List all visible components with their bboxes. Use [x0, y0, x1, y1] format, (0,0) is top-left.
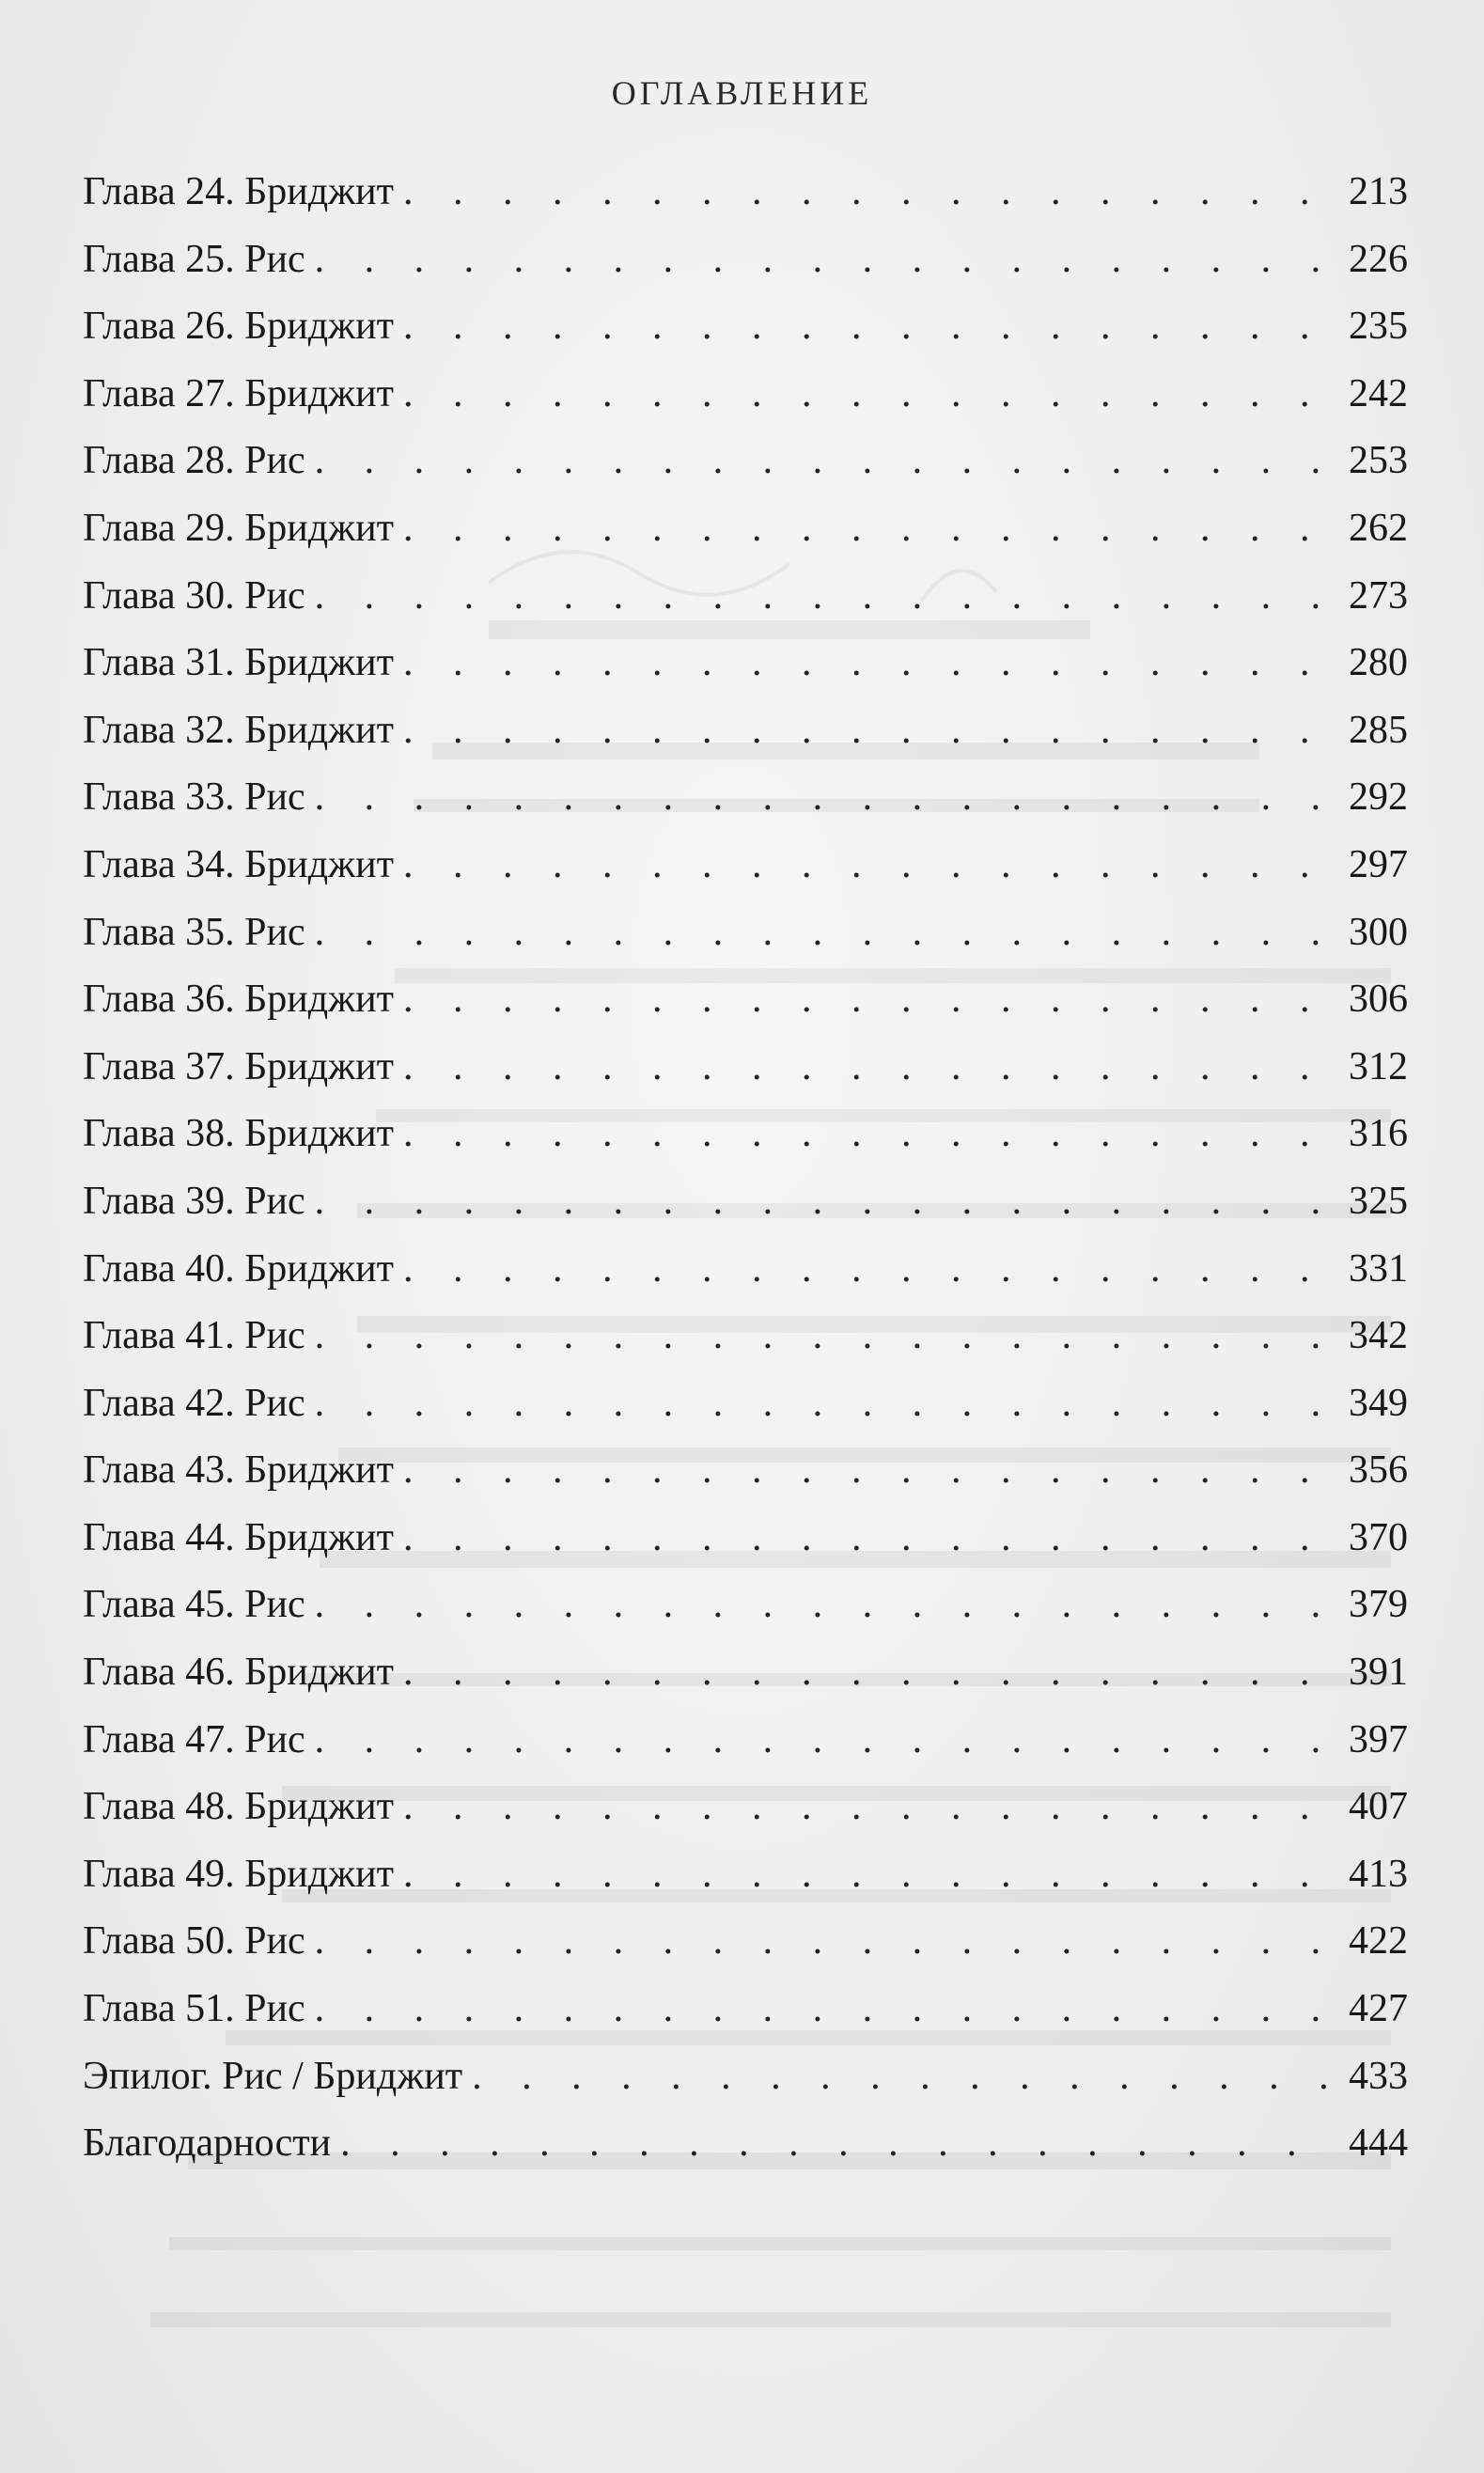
toc-entry-page: 433 [1349, 2054, 1408, 2098]
toc-dot-leader [403, 1515, 1339, 1560]
toc-dot-leader [403, 977, 1339, 1022]
toc-entry [83, 304, 1408, 371]
toc-entry-page: 273 [1349, 573, 1408, 618]
toc-dot-leader [315, 1717, 1339, 1762]
toc-entry-page: 422 [1349, 1919, 1408, 1964]
toc-dot-leader [403, 506, 1339, 551]
toc-entry [83, 1179, 1408, 1246]
toc-entry-page: 356 [1349, 1448, 1408, 1493]
toc-entry [83, 1852, 1408, 1919]
toc-entry-title: Глава 37. Бриджит [83, 1044, 394, 1088]
toc-entry-title: Глава 35. Рис [83, 910, 305, 954]
toc-entry-page: 370 [1349, 1515, 1408, 1559]
toc-entry [83, 1784, 1408, 1852]
toc-entry-page: 316 [1349, 1112, 1408, 1156]
toc-dot-leader [315, 1179, 1339, 1224]
toc-entry-title: Глава 28. Рис [83, 439, 305, 483]
toc-entry-page: 226 [1349, 237, 1408, 281]
toc-entry [83, 1313, 1408, 1381]
toc-entry-title: Глава 24. Бриджит [83, 170, 394, 213]
toc-entry-title: Глава 29. Бриджит [83, 506, 394, 550]
toc-entry-page: 235 [1349, 305, 1408, 349]
toc-entry [83, 1381, 1408, 1448]
toc-entry-page: 407 [1349, 1785, 1408, 1829]
toc-entry-title: Глава 25. Рис [83, 237, 305, 281]
toc-entry [83, 1582, 1408, 1650]
toc-heading: ОГЛАВЛЕНИЕ [611, 74, 873, 112]
table-of-contents [83, 169, 1408, 2188]
toc-entry-title: Глава 34. Бриджит [83, 842, 394, 886]
toc-dot-leader [340, 2121, 1339, 2166]
toc-dot-leader [403, 1246, 1339, 1291]
toc-entry-page: 300 [1349, 910, 1408, 954]
toc-dot-leader [315, 1381, 1339, 1426]
toc-entry [83, 1246, 1408, 1314]
toc-entry-title: Глава 41. Рис [83, 1314, 305, 1358]
toc-entry [83, 1044, 1408, 1112]
toc-entry-title: Глава 48. Бриджит [83, 1785, 394, 1829]
toc-entry [83, 371, 1408, 439]
toc-entry [83, 237, 1408, 305]
toc-dot-leader [403, 708, 1339, 753]
toc-entry-page: 413 [1349, 1852, 1408, 1896]
toc-entry [83, 1717, 1408, 1785]
toc-entry-title: Эпилог. Рис / Бриджит [83, 2054, 463, 2098]
toc-entry-title: Глава 32. Бриджит [83, 708, 394, 752]
toc-entry-page: 444 [1349, 2121, 1408, 2166]
toc-dot-leader [315, 573, 1339, 618]
toc-dot-leader [403, 1448, 1339, 1493]
toc-entry [83, 640, 1408, 708]
toc-dot-leader [315, 237, 1339, 282]
toc-entry-title: Глава 26. Бриджит [83, 305, 394, 349]
toc-entry-page: 391 [1349, 1651, 1408, 1695]
toc-entry-title: Глава 30. Рис [83, 573, 305, 618]
toc-entry [83, 2121, 1408, 2188]
toc-entry-title: Глава 50. Рис [83, 1919, 305, 1964]
toc-entry-title: Глава 38. Бриджит [83, 1112, 394, 1156]
toc-entry-page: 325 [1349, 1179, 1408, 1223]
toc-dot-leader [472, 2054, 1339, 2099]
toc-entry-page: 312 [1349, 1044, 1408, 1088]
toc-entry-page: 306 [1349, 978, 1408, 1022]
toc-entry-page: 285 [1349, 708, 1408, 752]
toc-entry [83, 573, 1408, 641]
toc-dot-leader [403, 1852, 1339, 1897]
toc-entry-page: 242 [1349, 371, 1408, 415]
toc-dot-leader [403, 371, 1339, 416]
toc-entry-title: Глава 33. Рис [83, 775, 305, 820]
toc-entry-page: 213 [1349, 170, 1408, 213]
toc-entry-title: Глава 36. Бриджит [83, 978, 394, 1022]
toc-dot-leader [403, 640, 1339, 685]
toc-dot-leader [315, 910, 1339, 955]
toc-entry-page: 379 [1349, 1583, 1408, 1627]
toc-entry [83, 1918, 1408, 1986]
toc-dot-leader [315, 1313, 1339, 1358]
toc-entry [83, 1986, 1408, 2054]
toc-dot-leader [315, 1918, 1339, 1964]
toc-dot-leader [403, 842, 1339, 887]
toc-entry [83, 1111, 1408, 1179]
toc-entry [83, 2054, 1408, 2121]
toc-entry [83, 1515, 1408, 1583]
toc-entry [83, 775, 1408, 842]
toc-entry [83, 708, 1408, 775]
toc-dot-leader [403, 1111, 1339, 1156]
toc-entry [83, 506, 1408, 573]
toc-entry-title: Глава 51. Рис [83, 1987, 305, 2031]
toc-entry-page: 397 [1349, 1717, 1408, 1761]
toc-entry [83, 1448, 1408, 1515]
toc-dot-leader [315, 438, 1339, 483]
toc-entry [83, 1650, 1408, 1717]
toc-entry-page: 280 [1349, 641, 1408, 685]
toc-entry-title: Глава 31. Бриджит [83, 641, 394, 685]
toc-entry [83, 169, 1408, 237]
toc-dot-leader [315, 1986, 1339, 2031]
toc-entry-page: 427 [1349, 1987, 1408, 2031]
toc-entry [83, 842, 1408, 910]
toc-dot-leader [403, 1044, 1339, 1089]
toc-entry-title: Глава 45. Рис [83, 1583, 305, 1627]
toc-entry-title: Глава 43. Бриджит [83, 1448, 394, 1493]
toc-entry-title: Глава 27. Бриджит [83, 371, 394, 415]
toc-entry-page: 342 [1349, 1314, 1408, 1358]
toc-dot-leader [403, 1650, 1339, 1695]
toc-dot-leader [403, 304, 1339, 349]
toc-entry-page: 262 [1349, 506, 1408, 550]
toc-entry [83, 438, 1408, 506]
toc-entry-title: Глава 44. Бриджит [83, 1515, 394, 1559]
toc-entry-page: 297 [1349, 842, 1408, 886]
toc-dot-leader [403, 1784, 1339, 1829]
toc-entry [83, 977, 1408, 1044]
toc-entry-title: Глава 40. Бриджит [83, 1246, 394, 1291]
toc-entry-title: Глава 42. Рис [83, 1381, 305, 1425]
toc-entry-title: Глава 47. Рис [83, 1717, 305, 1761]
toc-entry-title: Глава 39. Рис [83, 1179, 305, 1223]
toc-entry-page: 331 [1349, 1246, 1408, 1291]
toc-dot-leader [403, 169, 1339, 214]
toc-entry [83, 910, 1408, 978]
toc-dot-leader [315, 775, 1339, 820]
toc-entry-page: 349 [1349, 1381, 1408, 1425]
toc-dot-leader [315, 1582, 1339, 1627]
toc-entry-page: 253 [1349, 439, 1408, 483]
toc-entry-page: 292 [1349, 775, 1408, 820]
toc-entry-title: Глава 46. Бриджит [83, 1651, 394, 1695]
toc-entry-title: Глава 49. Бриджит [83, 1852, 394, 1896]
toc-entry-title: Благодарности [83, 2121, 332, 2166]
